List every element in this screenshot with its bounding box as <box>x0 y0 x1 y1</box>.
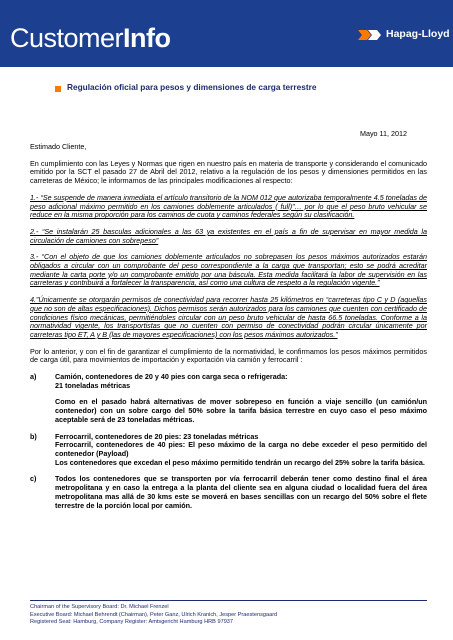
footer-line: Chairman of the Supervisory Board: Dr. Michael Frenzel <box>30 604 169 610</box>
weight-list <box>30 373 427 510</box>
list-item-label: b) <box>30 431 37 441</box>
regulation-point-1: 1.- “Se suspende de manera inmediata el artículo transitorio de la NOM 012 que autorizaba temporalmente 4.5 toneladas de peso adicional máximo permitido en los camiones doblemente articulados ( full)”… por lo que el peso bruto vehicular se reduce en la misma proporción para los caminos de cuota y caminos federales según su clasificación. <box>30 192 427 220</box>
list-item-line: Camión, contenedores de 20 y 40 pies con carga seca o refrigerada: <box>55 372 288 382</box>
list-item-body <box>55 373 427 425</box>
greeting: Estimado Cliente, <box>30 142 87 151</box>
list-item-label: a) <box>30 372 37 382</box>
list-item <box>30 433 427 468</box>
footer-line: Registered Seat: Hamburg, Company Register: Amtsgericht Hamburg HRB 97937 <box>30 619 234 626</box>
headline: Regulación oficial para pesos y dimensiones de carga terrestre <box>67 82 317 92</box>
letter-body <box>30 143 427 518</box>
header-banner <box>0 0 453 67</box>
list-item-extra: Como en el pasado habrá alternativas de mover sobrepeso en función a viaje sencillo (un camión/un contenedor) con un sobre cargo del 50% sobre la tarifa básica terrestre en cuyo caso el peso máximo aceptable será de 23 toneladas métricas. <box>55 397 427 424</box>
footer-divider <box>30 600 427 601</box>
list-item-line: Los contenedores que excedan el peso máximo permitido tendrán un recargo del 25% sobre la tarifa básica. <box>55 457 425 467</box>
list-item <box>30 373 427 425</box>
regulation-point-3: 3.- “Con el objeto de que los camiones doblemente articulados no sobrepasen los pesos máximos autorizados estarán obligados a circular con un comprobante del peso correspondiente a la carga que transportan; esto se podrá acreditar mediante la carta porte y/o un comprobante emitido por una báscula. Esta medida facilitará la labor de supervisión en las carreteras y contribuirá a fortalecer la transparencia, así como una cultura de respeto a la regulación vigente.” <box>30 252 427 288</box>
logo-text: Hapag-Lloyd <box>386 28 450 40</box>
brand-title-part2: Info <box>123 23 171 53</box>
intro-paragraph: En cumplimiento con las Leyes y Normas que rigen en nuestro país en materia de transporte y considerando el comunicado emitido por la SCT el pasado 27 de Abril del 2012, relativo a la regulación de los pesos y dimensiones permitidos en las carreteras de México; le informamos de las principales modificaciones al respecto: <box>30 158 427 186</box>
footer-line: Executive Board: Michael Behrendt (Chairman), Peter Ganz, Ulrich Kranich, Jesper Praestensgaard <box>30 611 278 618</box>
regulation-point-4: 4.”Únicamente se otorgarán permisos de conectividad para recorrer hasta 25 kilómetros en “carreteras tipo C y D (aquellas que no son de altas especificaciones). Dichos permisos serán autorizados para los camiones que cuenten con certificado de condiciones físico mecánicas, permitiéndoles circular con un peso bruto vehicular de hasta 66.5 toneladas. Conforme a la normatividad vigente, los transportistas que no cuenten con permiso de conectividad podrán circular únicamente por carreteras tipo ET, A y B (las de mayores especificaciones) con los pesos máximos autorizados.” <box>30 295 427 339</box>
list-item-line: Ferrocarril, contenedores de 40 pies: El peso máximo de la carga no debe exceder el peso permitido del contenedor (Payload) <box>55 440 427 458</box>
date: Mayo 11, 2012 <box>359 129 407 138</box>
list-item <box>30 475 427 510</box>
headline-bullet <box>55 86 61 92</box>
hapag-lloyd-logo-icon <box>358 27 382 43</box>
brand-title <box>10 23 171 54</box>
regulation-point-2: 2.- “Se instalarán 25 basculas adicionales a las 63 ya existentes en el país a fin de supervisar en mayor medida la circulación de camiones con sobrepeso” <box>30 226 427 245</box>
list-item-line: Todos los contenedores que se transporten por vía ferrocarril deberán tener como destino final el área metropolitana y en caso la entrega a la planta del cliente sea en alguna ciudad o localidad fuera del área metropolitana mas allá de 30 kms este se moverá en bases sencillas con un recargo del 50% sobre el flete terrestre de la porción local por camión. <box>55 474 427 510</box>
list-item-line: Ferrocarril, contenedores de 20 pies: 23 toneladas métricas <box>55 431 259 441</box>
list-item-body <box>55 475 427 510</box>
list-item-label: c) <box>30 474 37 484</box>
list-item-body <box>55 433 427 468</box>
footer <box>30 604 427 627</box>
closing-paragraph: Por lo anterior, y con el fin de garantizar el cumplimiento de la normatividad, le confirmamos los pesos máximos permitidos de carga útil, para movimientos de importación y exportación vía camión y ferrocarril : <box>30 346 427 365</box>
brand-title-part1: Customer <box>10 23 124 53</box>
list-item-line: 21 toneladas métricas <box>55 380 131 390</box>
